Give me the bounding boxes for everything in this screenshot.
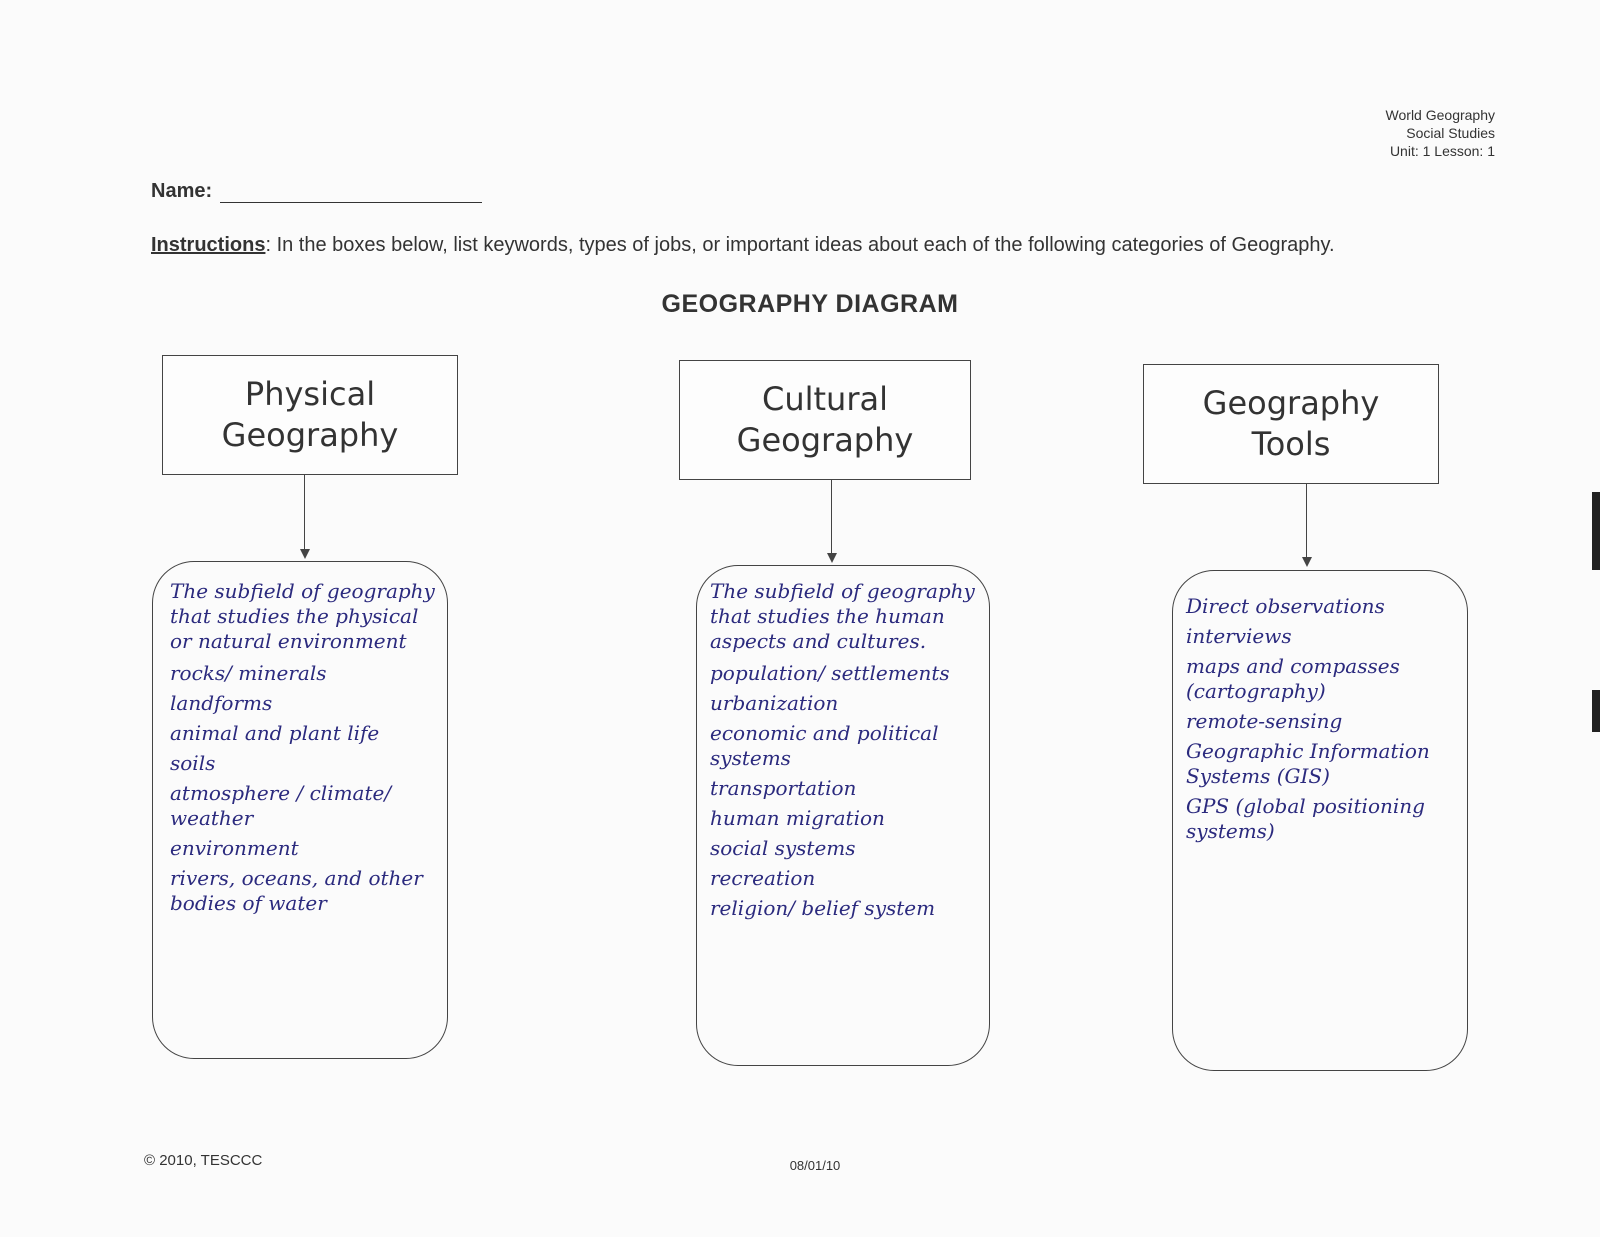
cultural-note: transportation — [710, 776, 857, 800]
tools-connector — [1306, 484, 1307, 557]
course-name: World Geography — [1385, 107, 1495, 123]
physical-note: animal and plant life — [170, 721, 380, 745]
document-header — [1195, 106, 1495, 160]
tools-note: GPS (global positioning systems) — [1186, 794, 1425, 843]
name-field[interactable] — [220, 184, 482, 203]
scan-edge-mark — [1592, 690, 1600, 732]
cultural-geography-box: Cultural Geography — [679, 360, 971, 480]
cultural-note: population/ settlements — [710, 661, 950, 685]
physical-note: The subfield of geography that studies the physical or natural environment — [170, 579, 435, 653]
geography-tools-box: Geography Tools — [1143, 364, 1439, 484]
tools-arrowhead — [1302, 557, 1312, 567]
cultural-note: The subfield of geography that studies the human aspects and cultures. — [710, 579, 975, 653]
instructions — [151, 233, 1391, 258]
physical-arrowhead — [300, 549, 310, 559]
physical-note: environment — [170, 836, 299, 860]
cultural-note: human migration — [710, 806, 885, 830]
tools-note: interviews — [1186, 624, 1292, 648]
tools-note: remote-sensing — [1186, 709, 1343, 733]
cultural-note: urbanization — [710, 691, 839, 715]
instructions-label: Instructions — [151, 234, 266, 256]
physical-note: soils — [170, 751, 216, 775]
name-row — [151, 180, 482, 203]
unit-lesson: Unit: 1 Lesson: 1 — [1389, 143, 1495, 159]
name-label: Name: — [151, 180, 213, 202]
instructions-text: : In the boxes below, list keywords, types of jobs, or important ideas about each of the following categories of Geography. — [265, 234, 1335, 256]
cultural-arrowhead — [827, 553, 837, 563]
tools-note: Geographic Information Systems (GIS) — [1186, 739, 1430, 788]
cultural-note: economic and political systems — [710, 721, 939, 770]
physical-note: landforms — [170, 691, 273, 715]
document-date: 08/01/10 — [789, 1158, 841, 1173]
physical-notes-list — [170, 579, 442, 921]
cultural-notes-list — [710, 579, 988, 926]
cultural-note: recreation — [710, 866, 816, 890]
copyright: © 2010, TESCCC — [144, 1152, 263, 1169]
diagram-title: GEOGRAPHY DIAGRAM — [661, 290, 959, 318]
physical-connector — [304, 475, 305, 549]
physical-geography-box: Physical Geography — [162, 355, 458, 475]
physical-note: rocks/ minerals — [170, 661, 327, 685]
physical-note: atmosphere / climate/ weather — [170, 781, 392, 830]
cultural-connector — [831, 480, 832, 553]
scan-edge-mark — [1592, 492, 1600, 570]
tools-note: maps and compasses (cartography) — [1186, 654, 1400, 703]
tools-notes-list — [1186, 594, 1462, 849]
physical-note: rivers, oceans, and other bodies of water — [170, 866, 423, 915]
cultural-note: religion/ belief system — [710, 896, 936, 920]
cultural-note: social systems — [710, 836, 856, 860]
tools-note: Direct observations — [1186, 594, 1385, 618]
subject-name: Social Studies — [1406, 125, 1495, 141]
